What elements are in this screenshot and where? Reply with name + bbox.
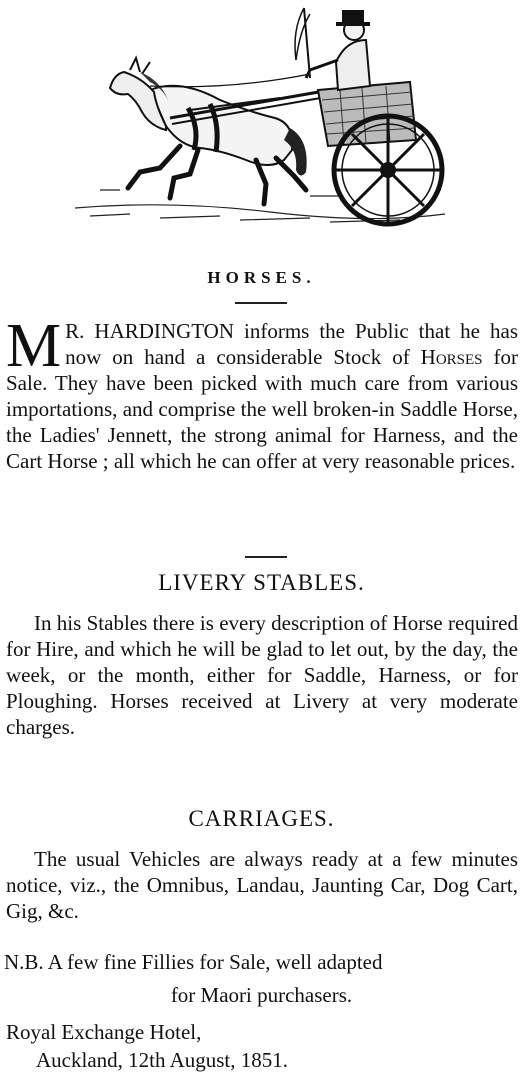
- intro-paragraph: [6, 312, 518, 474]
- divider: [235, 302, 287, 304]
- intro-text-2: for Sale. They have been picked with much care from various importations, and comprise the well broken-in Saddle Horse, the Ladies' Jennett, the strong animal for Harness, and the Cart Horse ; all which he can offer at very reasonable prices.: [6, 345, 518, 473]
- signature-line-2: Auckland, 12th August, 1851.: [36, 1048, 288, 1072]
- intro-text-1: R. HARDINGTON informs the Public that he has now on hand a considerable Stock of: [65, 319, 518, 369]
- signature-line-1: Royal Exchange Hotel,: [6, 1020, 202, 1044]
- carriages-paragraph: The usual Vehicles are always ready at a few minutes notice, viz., the Omnibus, Landau, Jaunting Car, Dog Cart, Gig, &c.: [6, 847, 518, 923]
- horse-and-cart-illustration: [70, 0, 450, 232]
- livery-paragraph: In his Stables there is every description of Horse required for Hire, and which he will be glad to let out, by the day, the week, or the month, either for Saddle, Harness, or for Ploughing. Horses received at Livery at very moderate charges.: [6, 611, 518, 739]
- nb-line-2: for Maori purchasers.: [170, 983, 353, 1007]
- nb-line-1: N.B. A few fine Fillies for Sale, well adapted: [4, 950, 383, 974]
- intro-smallcaps: Horses: [420, 345, 483, 369]
- divider: [245, 556, 287, 558]
- carriages-heading: CARRIAGES.: [188, 806, 335, 831]
- title: HORSES.: [207, 268, 316, 287]
- drop-cap: M: [6, 312, 62, 380]
- livery-heading: LIVERY STABLES.: [158, 570, 365, 595]
